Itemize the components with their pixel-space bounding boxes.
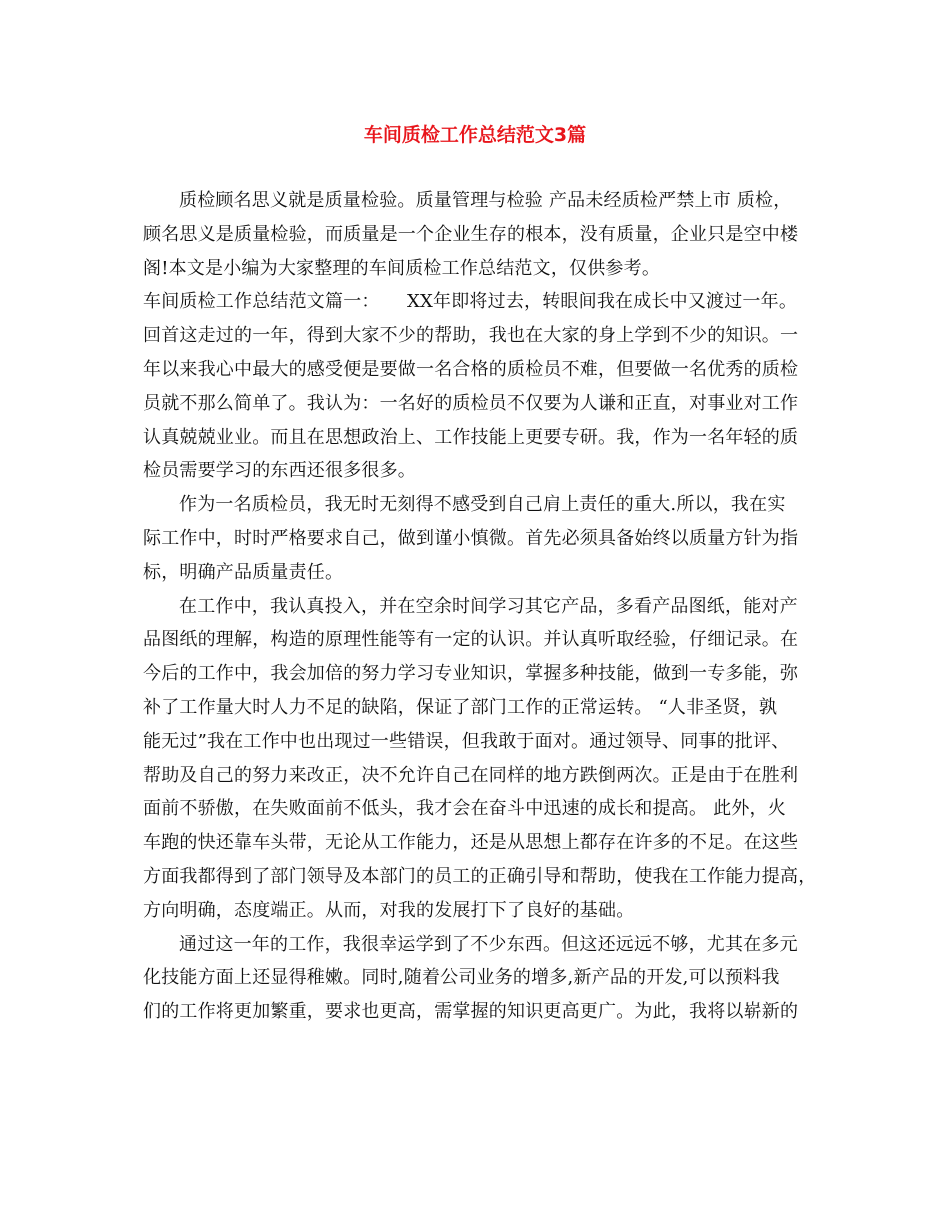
text-line: 车跑的快还靠车头带，无论从工作能力，还是从思想上都存在许多的不足。在这些: [143, 832, 799, 854]
text-line: 方向明确，态度端正。从而，对我的发展打下了良好的基础。: [143, 899, 635, 921]
text-line: 品图纸的理解，构造的原理性能等有一定的认识。并认真听取经验，仔细记录。在: [143, 629, 799, 651]
text-line: 能无过”我在工作中也出现过一些错误，但我敢于面对。通过领导、同事的批评、: [143, 730, 790, 752]
text-line: 回首这走过的一年，得到大家不少的帮助，我也在大家的身上学到不少的知识。一: [143, 325, 799, 347]
text-line: 年以来我心中最大的感受便是要做一名合格的质检员不难，但要做一名优秀的质检: [143, 358, 799, 380]
text-line: 标，明确产品质量责任。: [143, 561, 344, 583]
document-title: 车间质检工作总结范文3篇: [363, 124, 587, 146]
text-line: 化技能方面上还显得稚嫩。同时,随着公司业务的增多,新产品的开发,可以预料我: [143, 967, 780, 989]
document-body: [143, 184, 823, 1029]
text-line: 今后的工作中，我会加倍的努力学习专业知识，掌握多种技能，做到一专多能，弥: [143, 663, 799, 685]
text-line: 帮助及自己的努力来改正，决不允许自己在同样的地方跌倒两次。正是由于在胜利: [143, 764, 799, 786]
text-line: 方面我都得到了部门领导及本部门的员工的正确引导和帮助，使我在工作能力提高，: [143, 865, 817, 887]
text-line: 检员需要学习的东西还很多很多。: [143, 460, 416, 482]
text-line: 面前不骄傲，在失败面前不低头，我才会在奋斗中迅速的成长和提高。 此外，火: [143, 798, 786, 820]
text-line: 车间质检工作总结范文篇一： XX年即将过去，转眼间我在成长中又渡过一年。: [143, 291, 798, 313]
text-line: 阁!本文是小编为大家整理的车间质检工作总结范文，仅供参考。: [143, 257, 661, 279]
text-line: 们的工作将更加繁重，要求也更高，需掌握的知识更高更广。为此，我将以崭新的: [143, 1001, 799, 1023]
text-line: 作为一名质检员，我无时无刻得不感受到自己肩上责任的重大.所以，我在实: [179, 494, 786, 516]
text-line: 质检顾名思义就是质量检验。质量管理与检验 产品未经质检严禁上市 质检，: [179, 190, 792, 211]
text-line: 通过这一年的工作，我很幸运学到了不少东西。但这还远远不够，尤其在多元: [179, 933, 798, 955]
text-line: 员就不那么简单了。我认为：一名好的质检员不仅要为人谦和正直，对事业对工作: [143, 392, 799, 414]
text-line: 在工作中，我认真投入，并在空余时间学习其它产品，多看产品图纸，能对产: [179, 595, 798, 617]
text-line: 际工作中，时时严格要求自己，做到谨小慎微。首先必须具备始终以质量方针为指: [143, 527, 799, 549]
text-line: 顾名思义是质量检验，而质量是一个企业生存的根本，没有质量，企业只是空中楼: [143, 223, 799, 245]
text-line: 认真兢兢业业。而且在思想政治上、工作技能上更要专研。我，作为一名年轻的质: [143, 426, 799, 448]
text-line: 补了工作量大时人力不足的缺陷，保证了部门工作的正常运转。 “人非圣贤，孰: [143, 696, 778, 718]
